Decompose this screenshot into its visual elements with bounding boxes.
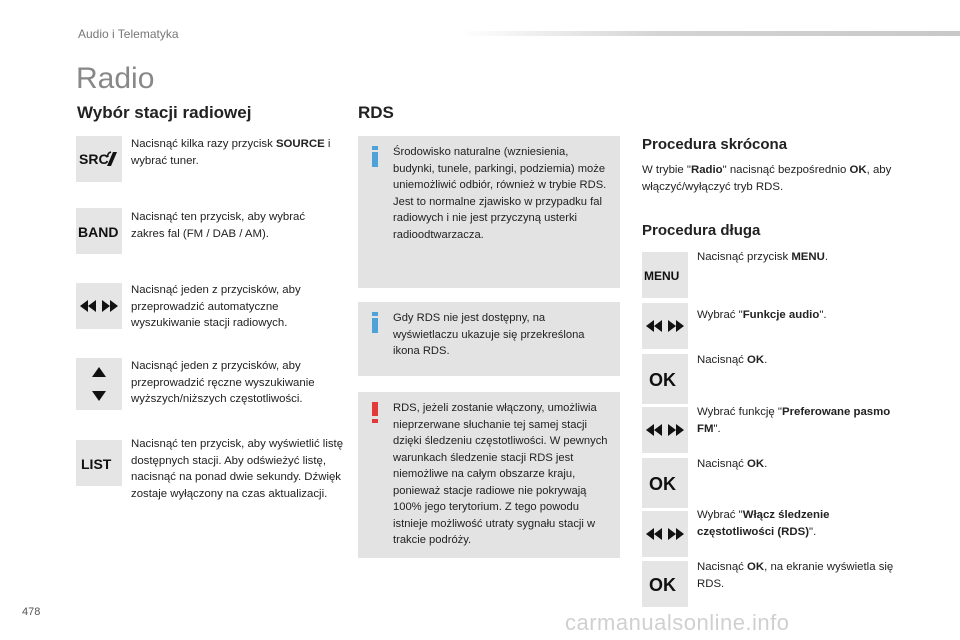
seek-arrows-icon xyxy=(642,303,688,349)
list-button-icon xyxy=(76,440,122,486)
svg-text:OK: OK xyxy=(649,370,676,390)
seek-arrows-icon xyxy=(642,511,688,557)
src-button-icon xyxy=(76,136,122,182)
section-header: Audio i Telematyka xyxy=(78,27,179,41)
long-step-2: Wybrać "Funkcje audio". xyxy=(697,309,827,321)
up-down-arrows-icon xyxy=(76,358,122,410)
ok-button-icon xyxy=(642,354,688,404)
svg-text:SRC: SRC xyxy=(79,151,109,167)
warning-note-rds: RDS, jeżeli zostanie włączony, umożliwia nieprzerwane słuchanie tej samej stacji dzięki śledzeniu częstotliwości. W pewnych warunkach śledzenie stacji RDS jest niemożliwe na całym obszarze kraju, ponieważ stacje radiowe nie pokrywają 100% jego terytorium. Z tego powodu istnieje możliwość utraty sygnału stacji w trakcie podróży. xyxy=(358,392,620,558)
long-step-5: Nacisnąć OK. xyxy=(697,458,768,470)
long-step-4: Wybrać funkcję "Preferowane pasmo FM". xyxy=(697,406,891,435)
seek-arrows-icon xyxy=(642,407,688,453)
seek-description: Nacisnąć jeden z przycisków, aby przeprowadzić automatyczne wyszukiwanie stacji radiowych. xyxy=(131,284,301,329)
svg-text:BAND: BAND xyxy=(78,224,119,240)
list-description: Nacisnąć ten przycisk, aby wyświetlić listę dostępnych stacji. Aby odświeżyć listę, nacisnąć na ponad dwie sekundy. Dźwięk zostaje wyłączony na czas aktualizacji. xyxy=(131,438,344,500)
info-note-unavailable: Gdy RDS nie jest dostępny, na wyświetlaczu ukazuje się przekreślona ikona RDS. xyxy=(358,302,620,376)
ok-button-icon xyxy=(642,561,688,607)
rds-heading: RDS xyxy=(358,103,394,122)
src-description: Nacisnąć kilka razy przycisk SOURCE i wybrać tuner. xyxy=(131,138,331,167)
band-button-icon xyxy=(76,208,122,254)
info-note-reception: Środowisko naturalne (wzniesienia, budynki, tunele, parkingi, podziemia) może uniemożliwić odbiór, również w trybie RDS. Jest to normalne zjawisko w przypadku fal radiowych i nie jest przyczyną usterki radioodtwarzacza. xyxy=(358,136,620,288)
svg-text:OK: OK xyxy=(649,474,676,494)
page-number: 478 xyxy=(22,606,41,618)
long-step-6: Wybrać "Włącz śledzenie częstotliwości (RDS)". xyxy=(697,509,830,538)
station-selection-heading: Wybór stacji radiowej xyxy=(77,103,252,122)
ok-button-icon xyxy=(642,458,688,508)
short-procedure-text: W trybie "Radio" nacisnąć bezpośrednio OK, aby włączyć/wyłączyć tryb RDS. xyxy=(642,164,892,193)
long-procedure-heading: Procedura długa xyxy=(642,222,761,239)
band-description: Nacisnąć ten przycisk, aby wybrać zakres fal (FM / DAB / AM). xyxy=(131,211,306,240)
svg-text:LIST: LIST xyxy=(81,456,112,472)
watermark: carmanualsonline.info xyxy=(565,610,790,635)
svg-text:MENU: MENU xyxy=(644,269,680,283)
page-title: Radio xyxy=(76,62,155,95)
header-bar xyxy=(460,31,960,36)
long-step-3: Nacisnąć OK. xyxy=(697,354,768,366)
seek-arrows-icon xyxy=(76,283,122,329)
long-step-7: Nacisnąć OK, na ekranie wyświetla się RDS. xyxy=(697,561,894,590)
short-procedure-heading: Procedura skrócona xyxy=(642,136,788,153)
menu-button-icon xyxy=(642,252,688,298)
manual-search-description: Nacisnąć jeden z przycisków, aby przeprowadzić ręczne wyszukiwanie wyższych/niższych częstotliwości. xyxy=(131,360,315,405)
long-step-1: Nacisnąć przycisk MENU. xyxy=(697,251,829,263)
svg-text:OK: OK xyxy=(649,575,676,595)
